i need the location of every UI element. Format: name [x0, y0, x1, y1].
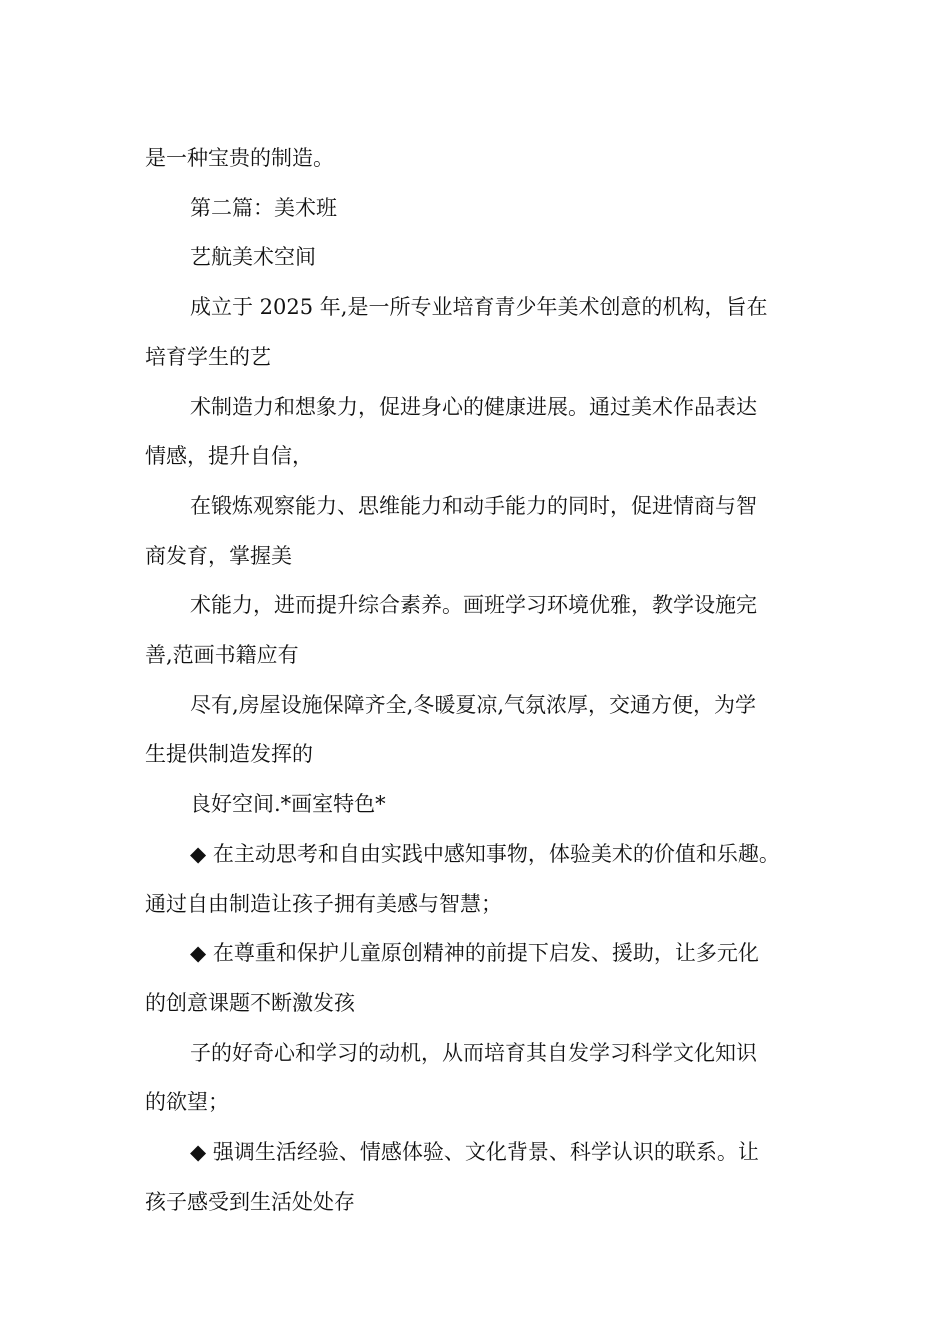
text-line: 培育学生的艺	[145, 344, 271, 369]
organization-name: 艺航美术空间	[190, 245, 316, 270]
text-line: 情感，提升自信，	[145, 444, 313, 469]
text-line: 良好空间.*画室特色*	[190, 792, 386, 817]
text-line: 孩子感受到生活处处存	[145, 1189, 355, 1214]
text-line: 的创意课题不断激发孩	[145, 990, 355, 1015]
text-line: 成立于 2025 年,是一所专业培育青少年美术创意的机构，旨在	[190, 295, 768, 320]
text-line: 子的好奇心和学习的动机，从而培育其自发学习科学文化知识	[190, 1040, 757, 1065]
text-line: 是一种宝贵的制造。	[145, 146, 334, 170]
text-line: 通过自由制造让孩子拥有美感与智慧；	[145, 891, 502, 916]
text-line: 善,范画书籍应有	[145, 643, 299, 668]
text-line: 生提供制造发挥的	[145, 742, 313, 767]
text-line: 商发育，掌握美	[145, 543, 292, 568]
text-line: 术能力，进而提升综合素养。画班学习环境优雅，教学设施完	[190, 593, 757, 618]
bullet-item: ◆ 在主动思考和自由实践中感知事物，体验美术的价值和乐趣。	[190, 841, 780, 866]
section-heading: 第二篇：美术班	[190, 195, 337, 220]
bullet-item: ◆ 在尊重和保护儿童原创精神的前提下启发、援助，让多元化	[190, 941, 759, 966]
text-line: 在锻炼观察能力、思维能力和动手能力的同时，促进情商与智	[190, 493, 757, 518]
bullet-item: ◆ 强调生活经验、情感体验、文化背景、科学认识的联系。让	[190, 1140, 759, 1165]
text-line: 的欲望；	[145, 1090, 229, 1115]
text-line: 尽有,房屋设施保障齐全,冬暖夏凉,气氛浓厚，交通方便，为学	[190, 692, 757, 717]
document-body	[145, 134, 830, 1227]
text-line: 术制造力和想象力，促进身心的健康进展。通过美术作品表达	[190, 394, 757, 419]
